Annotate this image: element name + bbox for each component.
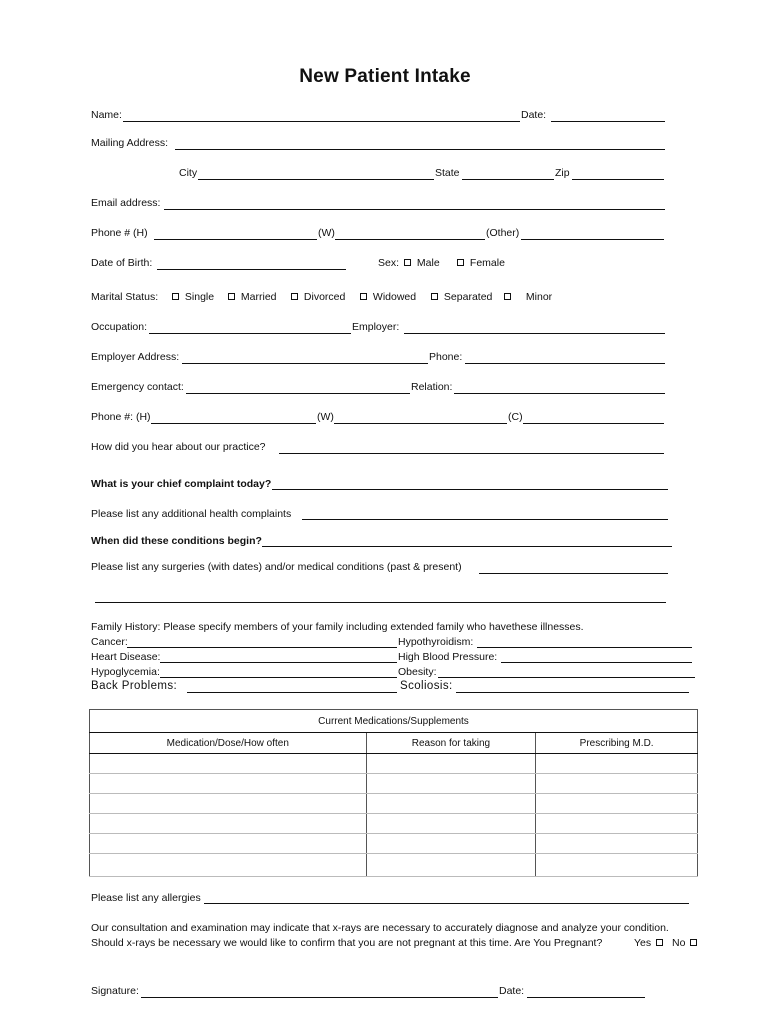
employer-address-field[interactable] xyxy=(182,363,428,364)
table-row xyxy=(90,774,698,794)
relation-label: Relation: xyxy=(411,381,453,393)
marital-option-divorced[interactable] xyxy=(291,291,345,304)
dob-label: Date of Birth: xyxy=(91,257,153,269)
hypoglycemia-field[interactable] xyxy=(160,677,397,678)
emergency-phone-home-field[interactable] xyxy=(151,423,316,424)
occupation-label: Occupation: xyxy=(91,321,148,333)
zip-field[interactable] xyxy=(572,179,664,180)
xray-notice-line2: Should x-rays be necessary we would like to confirm that you are not pregnant at this time. Are You Pregnant? xyxy=(91,937,603,949)
phone-other-label: (Other) xyxy=(486,227,520,239)
emergency-phone-work-label: (W) xyxy=(317,411,334,423)
heart-disease-label: Heart Disease: xyxy=(91,651,161,663)
prescriber-cell[interactable] xyxy=(536,774,698,794)
name-field[interactable] xyxy=(123,121,520,122)
medication-cell[interactable] xyxy=(90,854,367,877)
sex-option-label: Female xyxy=(469,257,505,269)
marital-option-widowed[interactable] xyxy=(360,291,416,304)
marital-option-label: Single xyxy=(184,291,215,303)
surgeries-field-continued[interactable] xyxy=(95,602,666,603)
date-field[interactable] xyxy=(551,121,665,122)
hypoglycemia-label: Hypoglycemia: xyxy=(91,666,160,678)
column-header-prescriber: Prescribing M.D. xyxy=(536,733,698,754)
table-row xyxy=(90,834,698,854)
mailing-address-label: Mailing Address: xyxy=(91,137,169,149)
reason-cell[interactable] xyxy=(366,774,536,794)
zip-label: Zip xyxy=(555,167,570,179)
marital-option-label: Separated xyxy=(443,291,493,303)
back-problems-label: Back Problems: xyxy=(91,680,178,692)
obesity-label: Obesity: xyxy=(398,666,437,678)
reason-cell[interactable] xyxy=(366,754,536,774)
city-field[interactable] xyxy=(198,179,434,180)
checkbox-icon xyxy=(172,293,179,300)
emergency-contact-label: Emergency contact: xyxy=(91,381,184,393)
sex-label: Sex: xyxy=(378,257,400,269)
medications-table xyxy=(89,709,698,877)
state-field[interactable] xyxy=(462,179,554,180)
state-label: State xyxy=(435,167,460,179)
employer-label: Employer: xyxy=(352,321,400,333)
medication-cell[interactable] xyxy=(90,754,367,774)
sex-option-label: Male xyxy=(416,257,440,269)
table-row xyxy=(90,754,698,774)
checkbox-icon xyxy=(291,293,298,300)
occupation-field[interactable] xyxy=(149,333,351,334)
marital-option-separated[interactable] xyxy=(431,291,492,304)
medications-caption: Current Medications/Supplements xyxy=(90,710,698,733)
checkbox-icon xyxy=(404,259,411,266)
allergies-label: Please list any allergies xyxy=(91,892,201,904)
city-label: City xyxy=(179,167,198,179)
emergency-phone-cell-label: (C) xyxy=(508,411,523,423)
marital-option-minor[interactable] xyxy=(504,291,552,304)
hypothyroidism-label: Hypothyroidism: xyxy=(398,636,474,648)
checkbox-icon xyxy=(228,293,235,300)
reason-cell[interactable] xyxy=(366,814,536,834)
family-history-intro: Family History: Please specify members of your family including extended family who havethese illnesses. xyxy=(91,621,584,633)
relation-field[interactable] xyxy=(454,393,665,394)
medication-cell[interactable] xyxy=(90,814,367,834)
high-blood-pressure-field[interactable] xyxy=(501,662,692,663)
phone-home-label: Phone # (H) xyxy=(91,227,148,239)
column-header-reason: Reason for taking xyxy=(366,733,536,754)
cancer-label: Cancer: xyxy=(91,636,128,648)
obesity-field[interactable] xyxy=(438,677,695,678)
medication-cell[interactable] xyxy=(90,794,367,814)
surgeries-field[interactable] xyxy=(479,573,668,574)
hear-about-field[interactable] xyxy=(279,453,664,454)
signature-label: Signature: xyxy=(91,985,139,997)
heart-disease-field[interactable] xyxy=(160,662,397,663)
emergency-phone-home-label: Phone #: (H) xyxy=(91,411,151,423)
marital-option-label: Married xyxy=(240,291,277,303)
employer-phone-field[interactable] xyxy=(465,363,665,364)
conditions-begin-label: When did these conditions begin? xyxy=(91,535,262,547)
signature-field[interactable] xyxy=(141,997,498,998)
chief-complaint-field[interactable] xyxy=(272,489,668,490)
emergency-phone-work-field[interactable] xyxy=(334,423,507,424)
employer-phone-label: Phone: xyxy=(429,351,463,363)
email-field[interactable] xyxy=(164,209,665,210)
checkbox-icon xyxy=(457,259,464,266)
prescriber-cell[interactable] xyxy=(536,834,698,854)
sex-option-female[interactable] xyxy=(457,257,505,270)
page-title: New Patient Intake xyxy=(299,66,471,87)
name-label: Name: xyxy=(91,109,122,121)
phone-other-field[interactable] xyxy=(521,239,664,240)
back-problems-field[interactable] xyxy=(187,692,397,693)
table-row xyxy=(90,814,698,834)
marital-option-label: Divorced xyxy=(303,291,346,303)
pregnant-option-no[interactable] xyxy=(672,937,700,950)
date-label: Date: xyxy=(521,109,547,121)
reason-cell[interactable] xyxy=(366,794,536,814)
hypothyroidism-field[interactable] xyxy=(477,647,692,648)
marital-option-label: Widowed xyxy=(372,291,417,303)
column-header-medication: Medication/Dose/How often xyxy=(90,733,367,754)
additional-complaints-field[interactable] xyxy=(302,519,668,520)
marital-status-label: Marital Status: xyxy=(91,291,159,303)
scoliosis-label: Scoliosis: xyxy=(400,680,453,692)
emergency-contact-field[interactable] xyxy=(186,393,410,394)
checkbox-icon xyxy=(504,293,511,300)
prescriber-cell[interactable] xyxy=(536,794,698,814)
xray-notice-line1: Our consultation and examination may indicate that x-rays are necessary to accurately diagnose and analyze your condition. xyxy=(91,922,669,934)
signature-date-label: Date: xyxy=(499,985,525,997)
cancer-field[interactable] xyxy=(127,647,397,648)
prescriber-cell[interactable] xyxy=(536,814,698,834)
checkbox-icon xyxy=(360,293,367,300)
additional-complaints-label: Please list any additional health complaints xyxy=(91,508,292,520)
signature-date-field[interactable] xyxy=(527,997,645,998)
pregnant-option-yes[interactable] xyxy=(634,937,666,950)
table-row xyxy=(90,794,698,814)
emergency-phone-cell-field[interactable] xyxy=(523,423,664,424)
checkbox-icon xyxy=(431,293,438,300)
email-label: Email address: xyxy=(91,197,161,209)
pregnant-yes-label: Yes xyxy=(634,937,652,949)
checkbox-icon xyxy=(656,939,663,946)
phone-home-field[interactable] xyxy=(154,239,317,240)
scoliosis-field[interactable] xyxy=(456,692,689,693)
checkbox-icon xyxy=(690,939,697,946)
marital-option-single[interactable] xyxy=(172,291,214,304)
allergies-field[interactable] xyxy=(204,903,689,904)
marital-option-label: Minor xyxy=(525,291,553,303)
surgeries-label: Please list any surgeries (with dates) and/or medical conditions (past & present) xyxy=(91,561,462,573)
employer-address-label: Employer Address: xyxy=(91,351,180,363)
table-row xyxy=(90,854,698,877)
phone-work-field[interactable] xyxy=(335,239,485,240)
medication-cell[interactable] xyxy=(90,834,367,854)
hear-about-label: How did you hear about our practice? xyxy=(91,441,266,453)
marital-option-married[interactable] xyxy=(228,291,277,304)
phone-work-label: (W) xyxy=(318,227,335,239)
conditions-begin-field[interactable] xyxy=(262,546,672,547)
medication-cell[interactable] xyxy=(90,774,367,794)
reason-cell[interactable] xyxy=(366,834,536,854)
reason-cell[interactable] xyxy=(366,854,536,877)
dob-field[interactable] xyxy=(157,269,346,270)
mailing-address-field[interactable] xyxy=(175,149,665,150)
prescriber-cell[interactable] xyxy=(536,854,698,877)
high-blood-pressure-label: High Blood Pressure: xyxy=(398,651,498,663)
pregnant-no-label: No xyxy=(672,937,686,949)
employer-field[interactable] xyxy=(404,333,665,334)
prescriber-cell[interactable] xyxy=(536,754,698,774)
sex-option-male[interactable] xyxy=(404,257,440,270)
chief-complaint-label: What is your chief complaint today? xyxy=(91,478,272,490)
